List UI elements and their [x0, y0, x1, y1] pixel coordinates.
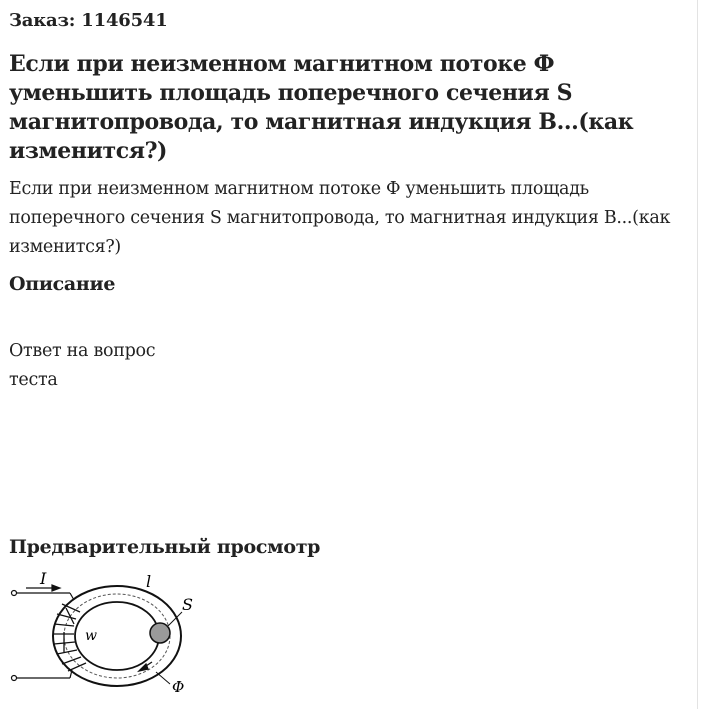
- toroid-diagram: [0, 562, 220, 702]
- terminal-bottom: [12, 676, 17, 681]
- terminal-top: [12, 591, 17, 596]
- order-number: Заказ: 1146541: [9, 10, 168, 31]
- description-text: Ответ на вопрос теста: [9, 341, 156, 390]
- page-title: Если при неизменном магнитном потоке Ф уменьшить площадь поперечного сечения S магнитопровода, то магнитная индукция B...(как изменится?): [9, 51, 634, 164]
- preview-heading: Предварительный просмотр: [9, 536, 321, 558]
- label-length: l: [146, 572, 152, 591]
- question-text: Если при неизменном магнитном потоке Ф уменьшить площадь поперечного сечения S магнитопровода, то магнитная индукция B...(как изменится?): [9, 179, 671, 257]
- label-current: I: [40, 569, 47, 588]
- label-flux: Φ: [172, 678, 185, 696]
- preview-figure: [0, 562, 220, 702]
- label-turns: w: [85, 628, 97, 644]
- cross-section-area: [150, 623, 170, 643]
- description-heading: Описание: [9, 273, 116, 295]
- label-area: S: [182, 595, 193, 614]
- winding-turns: [53, 604, 86, 671]
